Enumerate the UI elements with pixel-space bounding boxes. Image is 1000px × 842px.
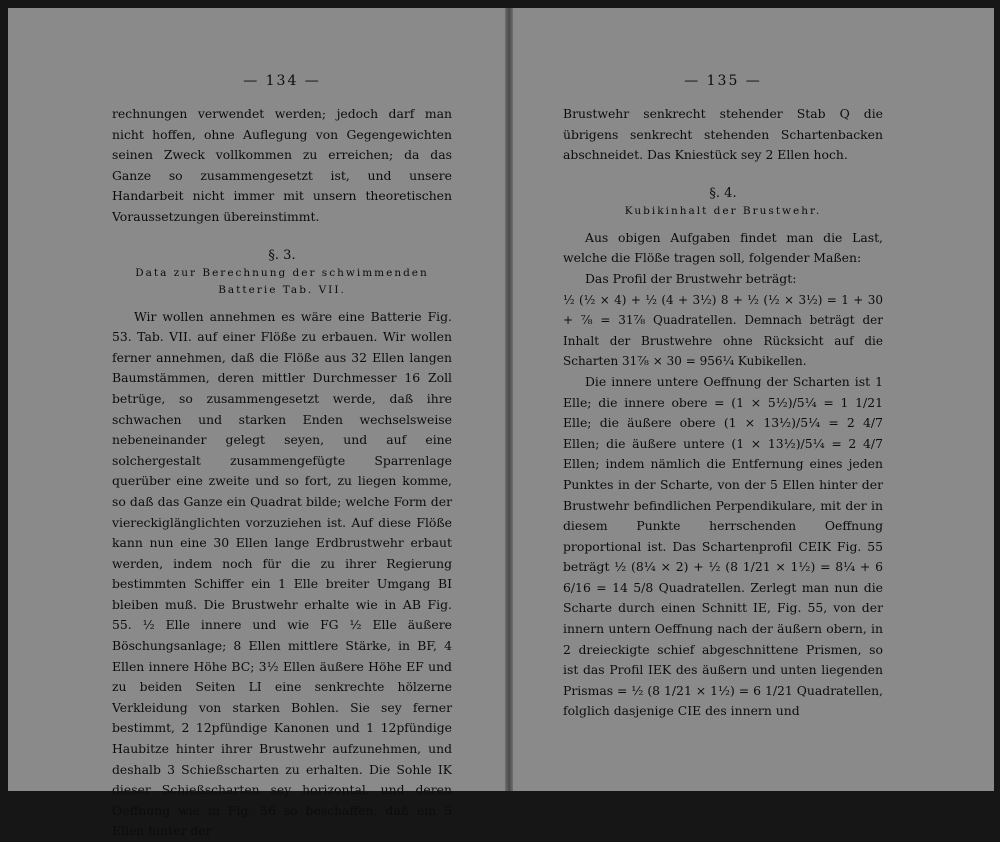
left-page-content bbox=[112, 68, 452, 842]
left-page bbox=[8, 8, 505, 839]
left-intro-paragraph: rechnungen verwendet werden; jedoch darf man nicht hoffen, ohne Auflegung von Gegengewichten seinen Zweck vollkommen zu erreichen; da das Ganze so zusammengesetzt ist, und unsere Handarbeit nicht immer mit unsern theoretischen Voraussetzungen übereinstimmt. bbox=[112, 106, 452, 224]
right-formula-paragraph: ½ (½ × 4) + ½ (4 + 3½) 8 + ½ (½ × 3½) = 1 + 30 + ⅞ = 31⅞ Quadratellen. Demnach beträgt der Inhalt der Brustwehre ohne Rücksicht auf die Scharten 31⅞ × 30 = 956¼ Kubikellen. bbox=[563, 292, 883, 369]
right-page-content bbox=[563, 68, 883, 722]
section-number-4: §. 4. bbox=[709, 185, 737, 201]
right-paragraph-2: Das Profil der Brustwehr beträgt: bbox=[585, 270, 797, 286]
section-heading-line2: Batterie Tab. VII. bbox=[218, 283, 346, 296]
section-heading-line1: Data zur Berechnung der schwimmenden bbox=[135, 266, 429, 279]
page-number-right: — 135 — bbox=[684, 73, 762, 89]
book-spread bbox=[8, 8, 994, 839]
spacer bbox=[563, 166, 883, 174]
spacer bbox=[563, 220, 883, 228]
spacer bbox=[112, 299, 452, 307]
spacer bbox=[112, 228, 452, 236]
right-intro-paragraph: Brustwehr senkrecht stehender Stab Q die übrigens senkrecht stehenden Schartenbacken abschneidet. Das Kniestück sey 2 Ellen hoch. bbox=[563, 106, 883, 163]
book-gutter bbox=[505, 8, 513, 791]
section-heading: Kubikinhalt der Brustwehr. bbox=[624, 204, 822, 217]
section-number-3: §. 3. bbox=[268, 247, 296, 263]
page-number-left: — 134 — bbox=[243, 73, 321, 89]
left-body-paragraph: Wir wollen annehmen es wäre eine Batterie Fig. 53. Tab. VII. auf einer Flöße zu erbauen. Wir wollen ferner annehmen, daß die Flöße aus 32 Ellen langen Baumstämmen, deren mittler Durchmesser 16 Zoll betrüge, so zusammengesetzt werde, daß ihre schwachen und starken Enden wechselsweise nebeneinander gelegt seyen, und auf eine solchergestalt zusammengefügte Sparrenlage querüber eine zweite und so fort, zu liegen komme, so daß das Ganze ein Quadrat bilde; welche Form der viereckiglänglichten vorzuziehen ist. Auf diese Flöße kann nun eine 30 Ellen lange Erdbrustwehr erbaut werden, indem noch für die zu ihrer Regierung bestimmten Schiffer ein 1 Elle breiter Umgang BI bleiben muß. Die Brustwehr erhalte wie in AB Fig. 55. ½ Elle innere und wie FG ½ Elle äußere Böschungsanlage; 8 Ellen mittlere Stärke, in BF, 4 Ellen innere Höhe BC; 3½ Ellen äußere Höhe EF und zu beiden Seiten LI eine senkrechte hölzerne Verkleidung von starken Bohlen. Sie sey ferner bestimmt, 2 12pfündige Kanonen und 1 12pfündige Haubitze hinter ihrer Brustwehr aufzunehmen, und deshalb 3 Schießscharten zu erhalten. Die Sohle IK dieser Schießscharten sey horizontal, und deren Oeffnung wie in Fig. 56 so beschaffen, daß ein 5 Ellen hinter der bbox=[112, 308, 452, 839]
right-paragraph-3: Die innere untere Oeffnung der Scharten ist 1 Elle; die innere obere = (1 × 5½)/5¼ = 1 1/21 Elle; die äußere obere (1 × 13½)/5¼ = 2 4/7 Ellen; die äußere untere (1 × 13½)/5¼ = 2 4/7 Ellen; indem nämlich die Entfernung eines jeden Punktes in der Scharte, von der 5 Ellen hinter der Brustwehr befindlichen Perpendikulare, mit der in diesem Punkte herrschenden Oeffnung proportional ist. Das Schartenprofil CEIK Fig. 55 beträgt ½ (8¼ × 2) + ½ (8 1/21 × 1½) = 8¼ + 6 6/16 = 14 5/8 Quadratellen. Zerlegt man nun die Scharte durch einen Schnitt IE, Fig. 55, von der innern untern Oeffnung nach der äußern obern, in 2 dreieckigte schief abgeschnittene Prismen, so ist das Profil IEK des äußern und unten liegenden Prismas = ½ (8 1/21 × 1½) = 6 1/21 Quadratellen, folglich dasjenige CIE des innern und bbox=[563, 373, 883, 719]
right-page bbox=[513, 8, 994, 791]
right-paragraph-1: Aus obigen Aufgaben findet man die Last, welche die Flöße tragen soll, folgender Maßen: bbox=[563, 229, 883, 266]
